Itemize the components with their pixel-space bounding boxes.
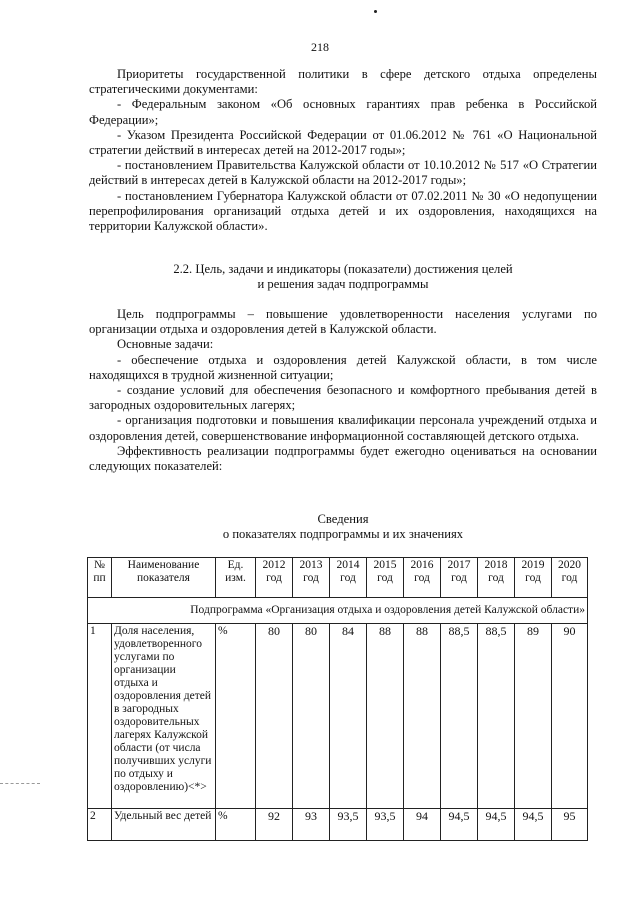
section-heading [89,262,597,292]
intro-item: - постановлением Правительства Калужской области от 10.10.2012 № 517 «О Стратегии действий в интересах детей в Калужской области на 2012-2017 годы»; [89,158,597,188]
header-year: 2020 год [552,558,588,598]
row-value: 80 [293,624,330,809]
header-year: 2012 год [256,558,293,598]
indicators-table [87,557,588,841]
task-item: - организация подготовки и повышения квалификации персонала учреждений отдыха и оздоровления детей, совершенствование информационной составляющей детского отдыха. [89,413,597,443]
row-value: 93,5 [367,809,404,841]
row-value: 94,5 [515,809,552,841]
intro-lead: Приоритеты государственной политики в сфере детского отдыха определены стратегическими документами: [89,67,597,97]
row-value: 94,5 [441,809,478,841]
header-year: 2018 год [478,558,515,598]
intro-item: - постановлением Губернатора Калужской области от 07.02.2011 № 30 «О недопущении перепрофилирования организаций отдыха детей и их оздоровления, находящихся на территории Калужской области». [89,188,597,234]
row-value: 88,5 [478,624,515,809]
row-value: 80 [256,624,293,809]
goal-text: Цель подпрограммы – повышение удовлетворенности населения услугами по организации отдыха и оздоровления детей в Калужской области. [89,307,597,337]
scan-dot [374,10,377,13]
row-name: Удельный вес детей [112,809,216,841]
row-value: 90 [552,624,588,809]
row-value: 88,5 [441,624,478,809]
goals-block [89,307,597,474]
table-caption [89,512,597,542]
section-title-line1: 2.2. Цель, задачи и индикаторы (показатели) достижения целей [173,262,513,276]
row-num: 1 [88,624,112,809]
table-header-row [88,558,588,598]
row-value: 93,5 [330,809,367,841]
row-value: 94,5 [478,809,515,841]
header-num: № пп [88,558,112,598]
subprogram-title: Подпрограмма «Организация отдыха и оздоровления детей Калужской области» [88,598,588,624]
intro-item: - Указом Президента Российской Федерации от 01.06.2012 № 761 «О Национальной стратегии действий в интересах детей на 2012-2017 годы»; [89,127,597,158]
table-caption-line1: Сведения [317,512,369,526]
header-year: 2016 год [404,558,441,598]
row-value: 93 [293,809,330,841]
row-value: 88 [404,624,441,809]
task-item: - создание условий для обеспечения безопасного и комфортного пребывания детей в загородных оздоровительных лагерях; [89,383,597,413]
header-year: 2013 год [293,558,330,598]
row-value: 89 [515,624,552,809]
subprogram-row [88,598,588,624]
header-unit: Ед. изм. [216,558,256,598]
header-year: 2014 год [330,558,367,598]
row-value: 92 [256,809,293,841]
row-value: 94 [404,809,441,841]
table-row [88,624,588,809]
tasks-label: Основные задачи: [117,337,214,352]
row-value: 95 [552,809,588,841]
task-item: - обеспечение отдыха и оздоровления детей Калужской области, в том числе находящихся в трудной жизненной ситуации; [89,352,597,382]
intro-block [89,67,597,234]
header-year: 2019 год [515,558,552,598]
row-value: 84 [330,624,367,809]
header-year: 2017 год [441,558,478,598]
header-name: Наименование показателя [112,558,216,598]
row-value: 88 [367,624,404,809]
header-year: 2015 год [367,558,404,598]
table-row [88,809,588,841]
table-caption-line2: о показателях подпрограммы и их значениях [222,527,464,542]
row-num: 2 [88,809,112,841]
scan-mark [0,783,40,784]
row-unit: % [216,624,256,809]
section-title-line2: и решения задач подпрограммы [257,277,429,292]
page-number: 218 [311,40,329,54]
intro-item: - Федеральным законом «Об основных гарантиях прав ребенка в Российской Федерации»; [89,97,597,127]
row-name: Доля населения, удовлетворенного услугами по организации отдыха и оздоровления детей в загородных оздоровительных лагерях Калужской области (от числа получивших услуги по отдыху и оздоровлению)<*> [112,624,216,809]
row-unit: % [216,809,256,841]
efficiency-text: Эффективность реализации подпрограммы будет ежегодно оцениваться на основании следующих показателей: [89,443,597,474]
